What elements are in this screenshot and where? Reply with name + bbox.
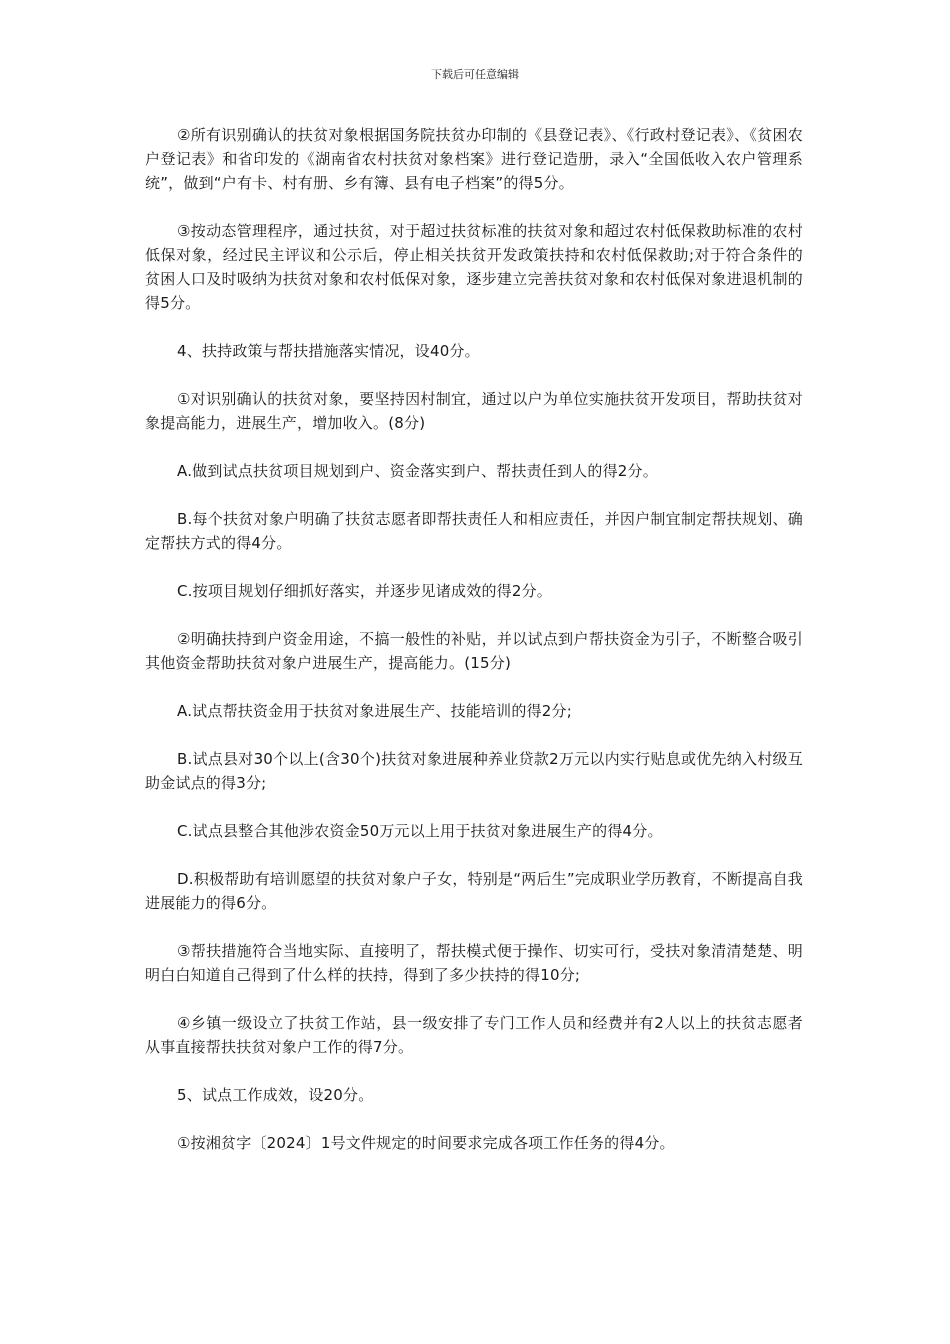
paragraph: A.试点帮扶资金用于扶贫对象进展生产、技能培训的得2分;: [177, 702, 572, 720]
paragraph: C.按项目规划仔细抓好落实，并逐步见诸成效的得2分。: [177, 582, 552, 600]
paragraph: C.试点县整合其他涉农资金50万元以上用于扶贫对象进展生产的得4分。: [177, 822, 663, 840]
section-heading: 4、扶持政策与帮扶措施落实情况，设40分。: [177, 342, 480, 360]
paragraph: ③帮扶措施符合当地实际、直接明了，帮扶模式便于操作、切实可行，受扶对象清清楚楚、明明白白知道自己得到了什么样的扶持，得到了多少扶持的得10分;: [145, 942, 803, 984]
paragraph: B.每个扶贫对象户明确了扶贫志愿者即帮扶责任人和相应责任，并因户制宜制定帮扶规划、确定帮扶方式的得4分。: [145, 510, 803, 552]
paragraph: ①对识别确认的扶贫对象，要坚持因村制宜，通过以户为单位实施扶贫开发项目，帮助扶贫对象提高能力，进展生产，增加收入。(8分): [145, 390, 803, 432]
document-body: [145, 123, 803, 1179]
paragraph: A.做到试点扶贫项目规划到户、资金落实到户、帮扶责任到人的得2分。: [177, 462, 658, 480]
paragraph: ①按湘贫字〔2024〕1号文件规定的时间要求完成各项工作任务的得4分。: [177, 1134, 675, 1152]
paragraph: B.试点县对30个以上(含30个)扶贫对象进展种养业贷款2万元以内实行贴息或优先纳入村级互助金试点的得3分;: [145, 750, 803, 792]
page-header-note: 下载后可任意编辑: [431, 68, 519, 81]
paragraph: ②明确扶持到户资金用途，不搞一般性的补贴，并以试点到户帮扶资金为引子，不断整合吸引其他资金帮助扶贫对象户进展生产，提高能力。(15分): [145, 630, 803, 672]
paragraph: ③按动态管理程序，通过扶贫，对于超过扶贫标准的扶贫对象和超过农村低保救助标准的农村低保对象，经过民主评议和公示后，停止相关扶贫开发政策扶持和农村低保救助;对于符合条件的贫困人口及时吸纳为扶贫对象和农村低保对象，逐步建立完善扶贫对象和农村低保对象进退机制的得5分。: [145, 222, 803, 312]
paragraph: D.积极帮助有培训愿望的扶贫对象户子女，特别是“两后生”完成职业学历教育，不断提高自我进展能力的得6分。: [145, 870, 803, 912]
paragraph: ④乡镇一级设立了扶贫工作站，县一级安排了专门工作人员和经费并有2人以上的扶贫志愿者从事直接帮扶扶贫对象户工作的得7分。: [145, 1014, 803, 1056]
section-heading: 5、试点工作成效，设20分。: [177, 1086, 374, 1104]
paragraph: ②所有识别确认的扶贫对象根据国务院扶贫办印制的《县登记表》、《行政村登记表》、《贫困农户登记表》和省印发的《湖南省农村扶贫对象档案》进行登记造册，录入“全国低收入农户管理系统”，做到“户有卡、村有册、乡有簿、县有电子档案”的得5分。: [145, 126, 803, 192]
